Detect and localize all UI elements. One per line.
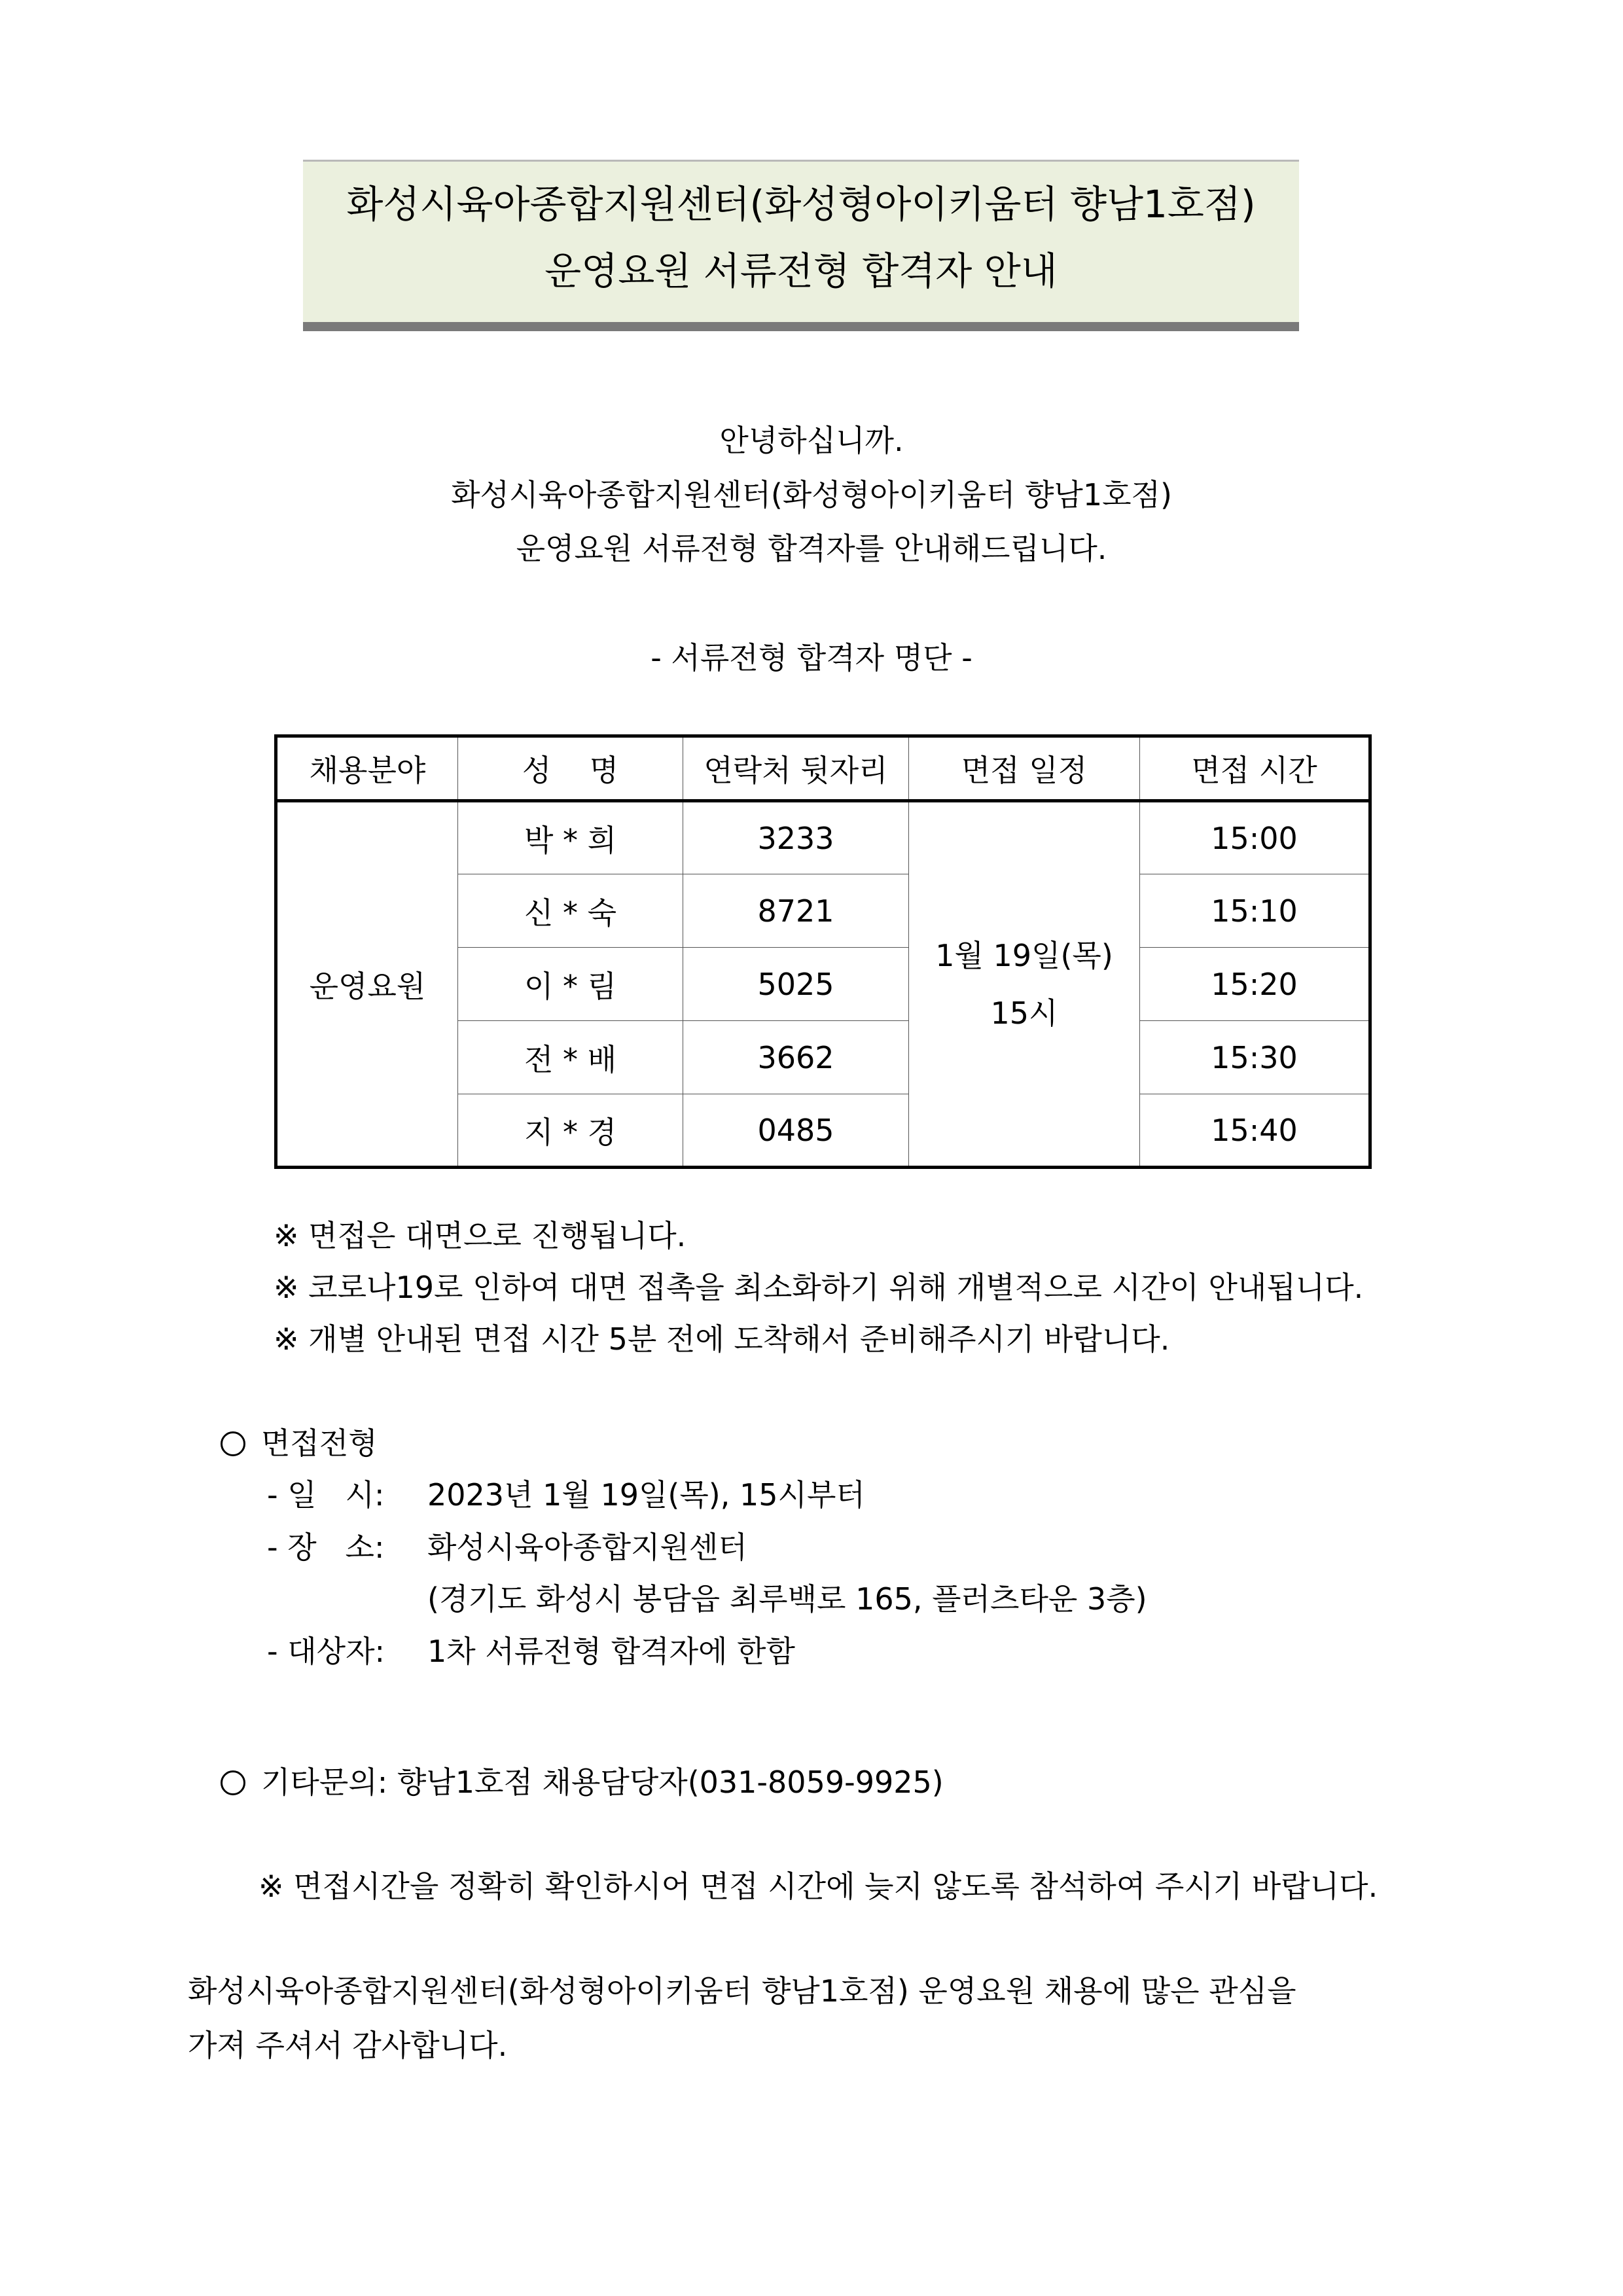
phone-cell: 3662 <box>683 1021 909 1094</box>
time-cell: 15:10 <box>1140 874 1370 948</box>
time-cell: 15:00 <box>1140 801 1370 874</box>
header-time: 면접 시간 <box>1140 736 1370 801</box>
greeting-line-1: 안녕하십니까. <box>719 423 904 458</box>
list-heading: - 서류전형 합격자 명단 - <box>651 640 972 675</box>
name-cell: 전 * 배 <box>458 1021 683 1094</box>
results-table <box>274 734 1372 1169</box>
field-cell: 운영요원 <box>276 801 458 1168</box>
greeting-line-2: 화성시육아종합지원센터(화성형아이키움터 향남1호점) <box>451 477 1172 512</box>
name-cell: 박 * 희 <box>458 801 683 874</box>
table-header-row <box>276 736 1370 801</box>
name-cell: 신 * 숙 <box>458 874 683 948</box>
title-underline-bar <box>303 322 1299 331</box>
final-note: ※ 면접시간을 정확히 확인하시어 면접 시간에 늦지 않도록 참석하여 주시기 바랍니다. <box>259 1869 1378 1904</box>
time-cell: 15:40 <box>1140 1094 1370 1168</box>
header-phone: 연락처 뒷자리 <box>683 736 909 801</box>
interview-place-label: - 장 소: <box>267 1530 385 1565</box>
name-cell: 이 * 림 <box>458 948 683 1021</box>
interview-date-line <box>267 1475 865 1515</box>
title-line-1: 화성시육아종합지원센터(화성형아이키움터 향남1호점) <box>346 182 1256 226</box>
time-cell: 15:30 <box>1140 1021 1370 1094</box>
note-3: ※ 개별 안내된 면접 시간 5분 전에 도착해서 준비해주시기 바랍니다. <box>274 1321 1170 1357</box>
table-row <box>276 801 1370 874</box>
name-cell: 지 * 경 <box>458 1094 683 1168</box>
phone-cell: 8721 <box>683 874 909 948</box>
note-2: ※ 코로나19로 인하여 대면 접촉을 최소화하기 위해 개별적으로 시간이 안내됩니다. <box>274 1270 1364 1305</box>
header-name: 성 명 <box>458 736 683 801</box>
interview-date-value: 2023년 1월 19일(목), 15시부터 <box>427 1477 865 1513</box>
interview-target-value: 1차 서류전형 합격자에 한함 <box>427 1634 795 1669</box>
interview-date-label: - 일 시: <box>267 1477 385 1513</box>
interview-place-value: 화성시육아종합지원센터 <box>427 1530 747 1565</box>
circle-bullet-icon <box>221 1431 245 1456</box>
schedule-cell <box>909 801 1140 1168</box>
header-field: 채용분야 <box>276 736 458 801</box>
interview-heading-line <box>221 1424 378 1463</box>
interview-target-label: - 대상자: <box>267 1634 385 1669</box>
phone-cell: 0485 <box>683 1094 909 1168</box>
phone-cell: 5025 <box>683 948 909 1021</box>
interview-target-line <box>267 1632 795 1671</box>
closing-line-1: 화성시육아종합지원센터(화성형아이키움터 향남1호점) 운영요원 채용에 많은 관심을 <box>188 1973 1296 2009</box>
time-cell: 15:20 <box>1140 948 1370 1021</box>
greeting-line-3: 운영요원 서류전형 합격자를 안내해드립니다. <box>516 531 1107 566</box>
contact-value: 향남1호점 채용담당자(031-8059-9925) <box>397 1765 944 1800</box>
interview-heading: 면접전형 <box>261 1426 378 1461</box>
title-box <box>303 160 1299 331</box>
phone-cell: 3233 <box>683 801 909 874</box>
schedule-hour: 15시 <box>990 995 1058 1031</box>
contact-label: 기타문의: <box>261 1765 388 1800</box>
contact-line <box>221 1763 944 1802</box>
title-line-2: 운영요원 서류전형 합격자 안내 <box>544 249 1058 293</box>
note-1: ※ 면접은 대면으로 진행됩니다. <box>274 1218 687 1253</box>
interview-place-line <box>267 1528 747 1567</box>
closing-line-2: 가져 주셔서 감사합니다. <box>188 2028 508 2063</box>
schedule-date: 1월 19일(목) <box>935 937 1113 973</box>
header-schedule: 면접 일정 <box>909 736 1140 801</box>
interview-place-address: (경기도 화성시 봉담읍 최루백로 165, 플러츠타운 3층) <box>427 1581 1147 1617</box>
circle-bullet-icon <box>221 1770 245 1795</box>
